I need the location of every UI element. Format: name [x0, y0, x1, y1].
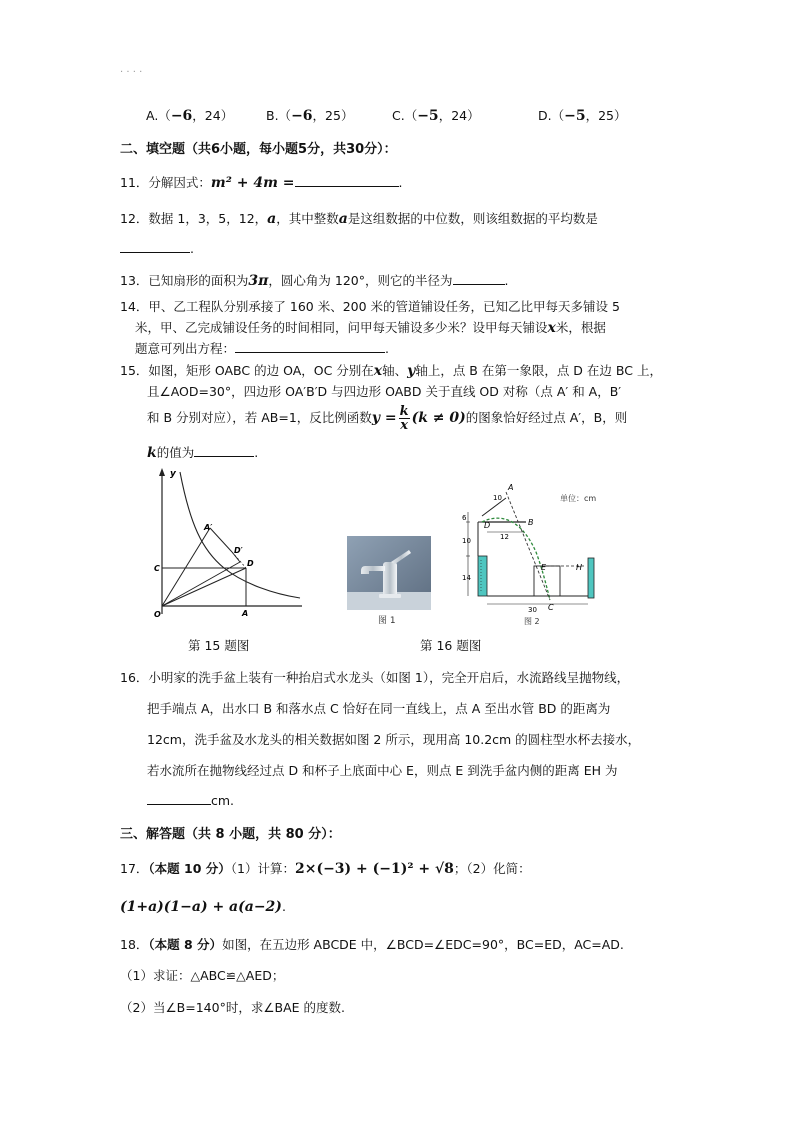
question-12-blank: .	[120, 240, 194, 256]
segment-od	[162, 562, 240, 606]
figure-15-caption: 第 15 题图	[188, 638, 250, 653]
section-2-title: 二、填空题（共6小题，每小题5分，共30分）：	[120, 142, 397, 157]
dim-10-top: 10	[493, 494, 502, 502]
faucet-body	[383, 562, 397, 596]
option-c: C.（−5，24）	[392, 108, 480, 124]
question-15-line2: 且∠AOD=30°，四边形 OA′B′D 与四边形 OABD 关于直线 OD 对称（点 A′ 和 A，B′	[147, 384, 622, 399]
label-o: O	[154, 610, 161, 619]
question-13: 13．已知扇形的面积为3π，圆心角为 120°，则它的半径为 .	[120, 273, 509, 289]
question-16-line5: cm.	[147, 792, 234, 808]
question-14-line3: 题意可列出方程： .	[135, 341, 389, 356]
dim-12: 12	[500, 533, 509, 541]
label-b: B	[528, 518, 534, 527]
question-16-line2: 把手端点 A，出水口 B 和落水点 C 恰好在同一直线上，点 A 至出水管 BD 的距离为	[147, 701, 611, 716]
left-wall	[478, 556, 487, 596]
label-d: D	[484, 521, 491, 530]
figure-16-photo	[347, 536, 431, 610]
question-14-line1: 14．甲、乙工程队分别承接了 160 米、200 米的管道铺设任务，已知乙比甲每天多铺设 5	[120, 299, 620, 314]
dim-6: 6	[462, 514, 467, 522]
hyperbola-curve	[180, 472, 300, 598]
y-axis-arrow	[159, 468, 165, 476]
faucet-base	[379, 594, 401, 598]
label-a: A	[508, 483, 514, 492]
header-marks: . . . .	[120, 64, 143, 75]
option-b: B.（−6，25）	[266, 108, 354, 124]
label-e: E	[541, 563, 547, 572]
question-15-line3: 和 B 分别对应），若 AB=1，反比例函数y = $\frac{k}{x}$ (k ≠ 0)的图象恰好经过点 A′，B，则	[147, 404, 628, 433]
question-18-part1: （1）求证：△ABC≌△AED；	[120, 968, 285, 983]
label-c: C	[154, 564, 160, 573]
question-11: 11．分解因式：m² + 4m = .	[120, 175, 403, 191]
question-16-line3: 12cm，洗手盆及水龙头的相关数据如图 2 所示，现用高 10.2cm 的圆柱型水杯去接水，	[147, 732, 641, 747]
question-15-line4: k的值为 .	[147, 445, 259, 461]
segment-oa-prime	[162, 528, 210, 606]
figure-15	[124, 464, 306, 624]
question-18: 18．（本题 8 分）如图，在五边形 ABCDE 中，∠BCD=∠EDC=90°，BC=ED，AC=AD.	[120, 937, 624, 952]
segment-ob	[162, 568, 246, 606]
label-d-prime: D′	[234, 546, 243, 555]
question-12: 12．数据 1，3，5，12，a，其中整数a是这组数据的中位数，则该组数据的平均数是	[120, 211, 598, 227]
figure-16-caption: 第 16 题图	[420, 638, 482, 653]
label-h: H	[576, 563, 583, 572]
dim-10-left: 10	[462, 537, 471, 545]
question-16-line1: 16．小明家的洗手盆上装有一种抬启式水龙头（如图 1），完全开启后，水流路线呈抛物线，	[120, 670, 630, 685]
figure-16-label-2: 图 2	[524, 617, 540, 626]
option-d: D.（−5，25）	[538, 108, 627, 124]
label-c: C	[548, 603, 554, 612]
question-15-line1: 15．如图，矩形 OABC 的边 OA，OC 分别在x轴、y轴上，点 B 在第一象限，点 D 在边 BC 上，	[120, 363, 662, 379]
dim-30: 30	[528, 606, 537, 614]
label-y: y	[170, 469, 176, 479]
question-17: 17．（本题 10 分）（1）计算：2×(−3) + (−1)² + √8；（2）化简：	[120, 861, 531, 877]
question-17-part2: (1+a)(1−a) + a(a−2).	[120, 899, 286, 915]
section-3-title: 三、解答题（共 8 小题，共 80 分）：	[120, 827, 341, 842]
figure-16-label-1: 图 1	[378, 616, 396, 626]
line-ac	[506, 492, 550, 600]
question-16-line4: 若水流所在抛物线经过点 D 和杯子上底面中心 E，则点 E 到洗手盆内侧的距离 EH 为	[147, 763, 618, 778]
right-wall	[588, 558, 594, 598]
segment-a-prime-b-prime	[210, 528, 232, 552]
label-a: A	[242, 609, 249, 618]
water-stream	[482, 518, 550, 600]
unit-label: 单位：cm	[560, 494, 597, 503]
figure-16-diagram	[462, 476, 610, 628]
label-a-prime: A′	[204, 523, 213, 532]
label-d: D	[247, 559, 254, 568]
dim-14: 14	[462, 574, 471, 582]
question-18-part2: （2）当∠B=140°时，求∠BAE 的度数.	[120, 1000, 345, 1015]
option-a: A.（−6，24）	[146, 108, 234, 124]
question-14-line2: 米，甲、乙完成铺设任务的时间相同，问甲每天铺设多少米？设甲每天铺设x米，根据	[135, 320, 606, 336]
